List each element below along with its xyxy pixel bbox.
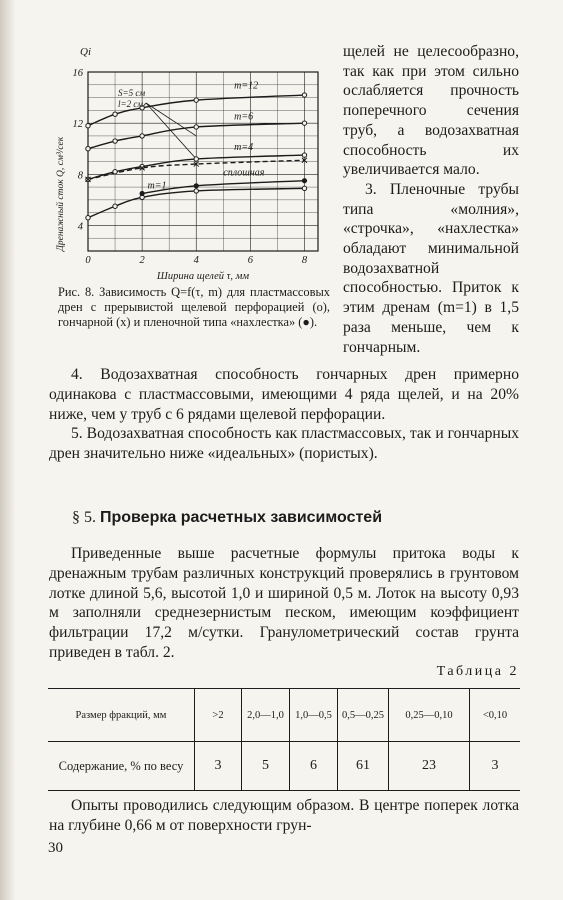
- x-tick-label: 4: [193, 255, 199, 266]
- section-title: Проверка расчетных зависимостей: [100, 509, 383, 526]
- data-point-open: [113, 139, 117, 143]
- figure-caption-text: Рис. 8. Зависимость Q=f(τ, m) для пластмассовых дрен с прерывистой щелевой перфорацией (о), гончарной (x) и пленочной типа «нахлестка» (●).: [58, 285, 330, 329]
- data-point-open: [194, 125, 198, 129]
- y-axis-label: Дренажный сток Q, см³/сек: [56, 136, 66, 252]
- data-point-open: [302, 121, 306, 125]
- figure-8-chart: [56, 46, 330, 288]
- body-paragraphs-top: [49, 365, 519, 464]
- table-value-cell: 5: [242, 742, 290, 791]
- x-tick-label: 6: [247, 255, 253, 266]
- side-paragraph-1: щелей не целесообразно, так как при этом сильно ослабляется прочность поперечного сечения труб, а водозахватная способность их увеличивается мало.: [343, 43, 519, 179]
- data-point-open: [194, 98, 198, 102]
- data-table: [48, 688, 520, 791]
- table-header-cell: <0,10: [470, 689, 521, 742]
- page-number: 30: [48, 840, 63, 856]
- x-tick-label: 8: [301, 255, 308, 266]
- data-point-open: [86, 147, 90, 151]
- figure-caption: [58, 285, 330, 330]
- paragraph-6: Приведенные выше расчетные формулы притока воды к дренажным трубам различных конструкций проверялись в грунтовом лотке длиной 5,6, высотой 1,0 и шириной 0,5 м. Лоток на высоту 0,93 м заполняли среднезернистым песком, имеющим коэффициент фильтрации 17,2 м/сутки. Гранулометрический состав грунта приведен в табл. 2.: [49, 545, 519, 661]
- table-value-row: [48, 742, 520, 791]
- data-point-open: [113, 170, 117, 174]
- table-value-cell: 23: [389, 742, 470, 791]
- figure-8: [56, 46, 330, 288]
- table-header-cell: 2,0—1,0: [242, 689, 290, 742]
- data-point-open: [140, 134, 144, 138]
- table-header-cell: >2: [195, 689, 242, 742]
- paragraph-5: 5. Водозахватная способность как пластмассовых, так и гончарных дрен значительно ниже «идеальных» (пористых).: [49, 425, 519, 463]
- table-row-label: Содержание, % по весу: [58, 758, 184, 773]
- data-point-open: [302, 186, 306, 190]
- data-point-open: [113, 112, 117, 116]
- body-paragraph-bottom: [49, 796, 519, 836]
- paragraph-7: Опыты проводились следующим образом. В центре поперек лотка на глубине 0,66 м от поверхности грун-: [49, 797, 519, 834]
- table-header-label: [48, 689, 195, 742]
- data-point-filled: [194, 183, 199, 188]
- data-point-filled: [302, 178, 307, 183]
- data-point-open: [302, 93, 306, 97]
- side-column: [343, 42, 519, 357]
- paragraph-4: 4. Водозахватная способность гончарных дрен примерно одинакова с пластмассовыми, имеющими 4 ряда щелей, и на 20% ниже, чем у труб с 6 рядами щелевой перфорации.: [49, 366, 519, 423]
- table-header-cell: 0,25—0,10: [389, 689, 470, 742]
- table-value-cell: 6: [290, 742, 338, 791]
- curve-label-m1: m=1: [147, 180, 167, 192]
- side-paragraph-2: 3. Пленочные трубы типа «молния», «строчка», «нахлестка» обладают минимальной водозахватной способностью. Приток к этим дренам (m=1) в 1,5 раза меньше, чем к гончарным.: [343, 180, 519, 356]
- curve-label-m4: m=4: [234, 141, 254, 153]
- inset-length-label: l=2 см: [118, 99, 144, 109]
- data-point-open: [194, 157, 198, 161]
- data-point-open: [113, 204, 117, 208]
- y-axis-symbol: Qi: [80, 46, 91, 58]
- curve-label-m12: m=12: [234, 80, 259, 92]
- section-number: § 5.: [72, 509, 96, 526]
- table-value-cell: 3: [195, 742, 242, 791]
- curve-label-solid: сплошная: [223, 167, 265, 179]
- y-tick-label: 16: [72, 68, 83, 79]
- data-point-open: [86, 124, 90, 128]
- page-gutter-shadow: [0, 0, 16, 900]
- data-point-open: [302, 153, 306, 157]
- section-heading: [72, 509, 382, 527]
- y-tick-label: 8: [77, 170, 83, 182]
- table-caption: Таблица 2: [436, 664, 519, 679]
- table-value-cell: 3: [470, 742, 521, 791]
- x-axis-label: Ширина щелей τ, мм: [156, 271, 250, 282]
- table-header-cell: 1,0—0,5: [290, 689, 338, 742]
- x-tick-label: 0: [85, 255, 91, 266]
- data-point-open: [194, 189, 198, 193]
- data-point-filled: [140, 191, 145, 196]
- table-header-label-text: Размер фракций, мм: [75, 709, 167, 721]
- inset-spacing-label: S=5 см: [118, 88, 146, 98]
- body-paragraph-main: [49, 544, 519, 663]
- y-tick-label: 12: [72, 119, 83, 131]
- y-tick-label: 4: [77, 221, 83, 233]
- table-header-row: [48, 689, 520, 742]
- data-point-open: [86, 216, 90, 220]
- table-header-cell: 0,5—0,25: [338, 689, 389, 742]
- curve-label-m6: m=6: [234, 111, 254, 123]
- x-tick-label: 2: [139, 255, 145, 266]
- table-value-cell: 61: [338, 742, 389, 791]
